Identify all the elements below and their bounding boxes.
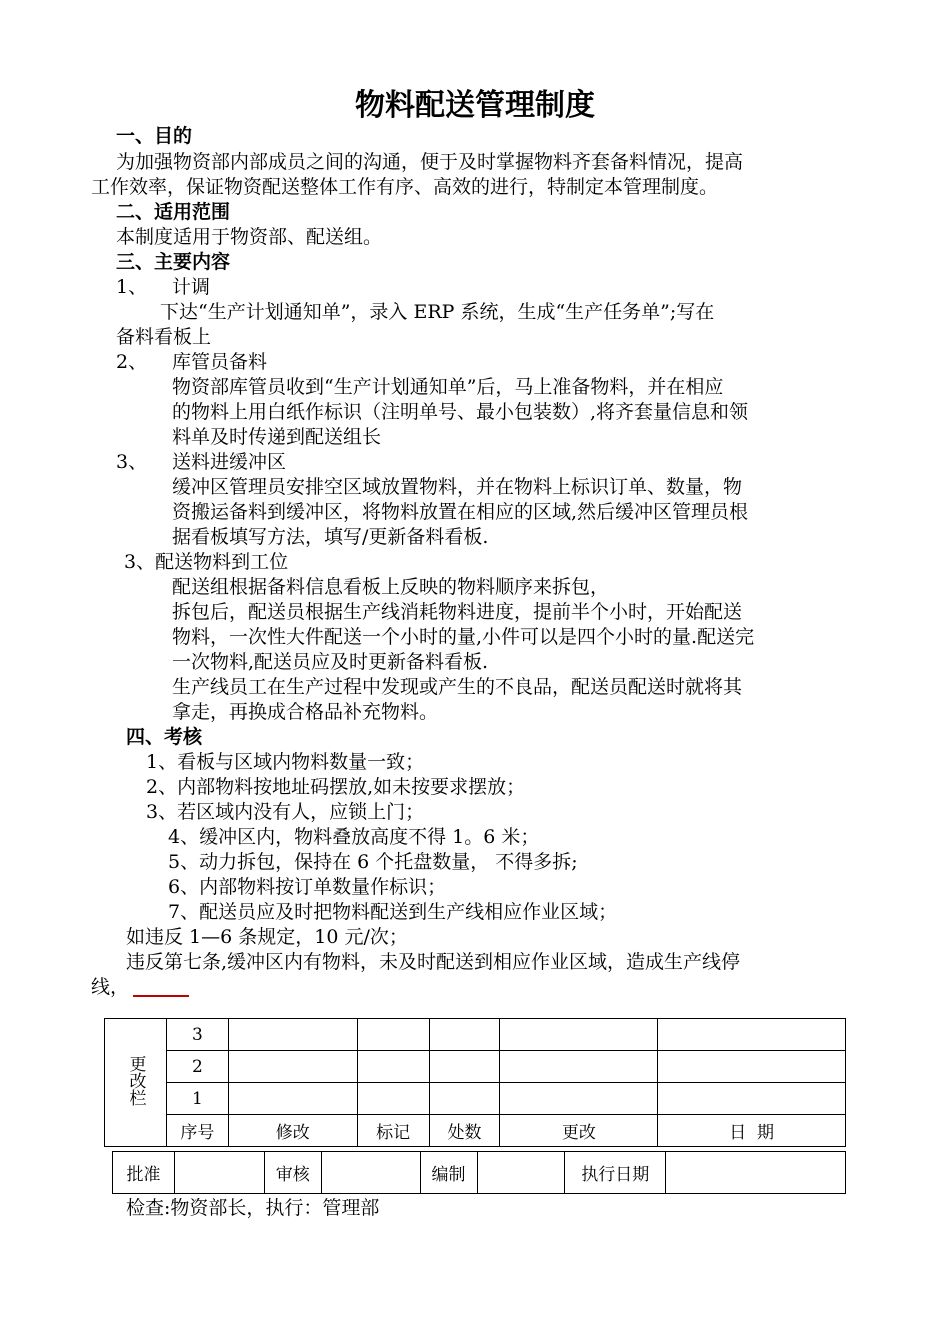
paragraph-line: 生产线员工在生产过程中发现或产生的不良品，配送员配送时就将其 xyxy=(172,676,743,698)
change-column-label: 更改栏 xyxy=(105,1019,167,1147)
assessment-item: 7、配送员应及时把物料配送到生产线相应作业区域； xyxy=(168,901,618,923)
header-serial: 序号 xyxy=(166,1115,228,1147)
section-heading-assessment: 四、考核 xyxy=(126,726,203,748)
exec-date-label: 执行日期 xyxy=(565,1152,666,1194)
table-cell xyxy=(357,1083,429,1115)
paragraph-line: 一次物料,配送员应及时更新备料看板. xyxy=(172,651,489,673)
review-label: 审核 xyxy=(264,1152,321,1194)
table-cell xyxy=(658,1083,846,1115)
paragraph-line: 据看板填写方法，填写/更新备料看板. xyxy=(172,526,489,548)
assessment-item: 4、缓冲区内，物料叠放高度不得 1。6 米； xyxy=(168,826,540,848)
header-modify: 修改 xyxy=(228,1115,357,1147)
paragraph-line: 资搬运备料到缓冲区，将物料放置在相应的区域,然后缓冲区管理员根 xyxy=(172,501,749,523)
compile-label: 编制 xyxy=(420,1152,477,1194)
assessment-item: 1、看板与区域内物料数量一致； xyxy=(146,751,425,773)
table-cell xyxy=(228,1051,357,1083)
header-date: 日 期 xyxy=(658,1115,846,1147)
table-cell xyxy=(228,1019,357,1051)
assessment-item: 3、若区域内没有人，应锁上门； xyxy=(146,801,425,823)
paragraph-line: 拆包后，配送员根据生产线消耗物料进度，提前半个小时，开始配送 xyxy=(172,601,743,623)
approval-table xyxy=(112,1151,846,1194)
paragraph-line: 下达“生产计划通知单”，录入 ERP 系统，生成“生产任务单”;写在 xyxy=(160,301,715,323)
approve-label: 批准 xyxy=(113,1152,175,1194)
penalty-line: 如违反 1—6 条规定，10 元/次； xyxy=(126,926,408,948)
paragraph-line: 的物料上用白纸作标识（注明单号、最小包装数）,将齐套量信息和领 xyxy=(172,401,749,423)
blank-underline xyxy=(133,995,189,997)
paragraph-line: 工作效率，保证物资配送整体工作有序、高效的进行，特制定本管理制度。 xyxy=(91,176,719,198)
penalty-line: 违反第七条,缓冲区内有物料，未及时配送到相应作业区域，造成生产线停 xyxy=(126,951,741,973)
paragraph-line: 缓冲区管理员安排空区域放置物料，并在物料上标识订单、数量，物 xyxy=(172,476,743,498)
table-cell xyxy=(658,1019,846,1051)
item-number: 3、 xyxy=(116,451,148,473)
assessment-item: 6、内部物料按订单数量作标识； xyxy=(168,876,447,898)
paragraph-line: 物料，一次性大件配送一个小时的量,小件可以是四个小时的量.配送完 xyxy=(172,626,755,648)
row-number: 1 xyxy=(166,1083,228,1115)
table-cell xyxy=(429,1051,500,1083)
item-heading: 3、配送物料到工位 xyxy=(124,551,289,573)
header-change: 更改 xyxy=(500,1115,658,1147)
paragraph-line: 本制度适用于物资部、配送组。 xyxy=(116,226,383,248)
table-cell xyxy=(500,1083,658,1115)
table-cell xyxy=(429,1083,500,1115)
paragraph-line: 备料看板上 xyxy=(116,326,212,348)
table-cell xyxy=(228,1083,357,1115)
header-count: 处数 xyxy=(429,1115,500,1147)
penalty-line-text: 线， xyxy=(91,976,130,998)
assessment-item: 5、动力拆包，保持在 6 个托盘数量， 不得多拆; xyxy=(168,851,578,873)
item-title: 计调 xyxy=(172,276,211,298)
compile-value xyxy=(477,1152,565,1194)
assessment-item: 2、内部物料按地址码摆放,如未按要求摆放； xyxy=(146,776,526,798)
header-mark: 标记 xyxy=(357,1115,429,1147)
paragraph-line: 物资部库管员收到“生产计划通知单”后，马上准备物料，并在相应 xyxy=(172,376,724,398)
table-cell xyxy=(500,1019,658,1051)
paragraph-line: 料单及时传递到配送组长 xyxy=(172,426,382,448)
review-value xyxy=(321,1152,420,1194)
table-cell xyxy=(429,1019,500,1051)
change-record-table xyxy=(104,1018,846,1147)
approve-value xyxy=(174,1152,264,1194)
table-cell xyxy=(357,1051,429,1083)
section-heading-scope: 二、适用范围 xyxy=(116,201,231,223)
page-title: 物料配送管理制度 xyxy=(355,88,595,123)
table-cell xyxy=(500,1051,658,1083)
paragraph-line: 配送组根据备料信息看板上反映的物料顺序来拆包， xyxy=(172,576,610,598)
penalty-line xyxy=(91,975,189,1000)
exec-date-value xyxy=(666,1152,846,1194)
table-cell xyxy=(658,1051,846,1083)
item-number: 1、 xyxy=(116,276,148,298)
paragraph-line: 为加强物资部内部成员之间的沟通，便于及时掌握物料齐套备料情况，提高 xyxy=(116,151,744,173)
item-number: 2、 xyxy=(116,351,148,373)
table-cell xyxy=(357,1019,429,1051)
item-title: 库管员备料 xyxy=(172,351,268,373)
footer-note: 检查:物资部长，执行：管理部 xyxy=(126,1197,380,1219)
section-heading-content: 三、主要内容 xyxy=(116,251,231,273)
item-title: 送料进缓冲区 xyxy=(172,451,287,473)
paragraph-line: 拿走，再换成合格品补充物料。 xyxy=(172,701,439,723)
section-heading-purpose: 一、目的 xyxy=(116,125,193,147)
row-number: 3 xyxy=(166,1019,228,1051)
row-number: 2 xyxy=(166,1051,228,1083)
